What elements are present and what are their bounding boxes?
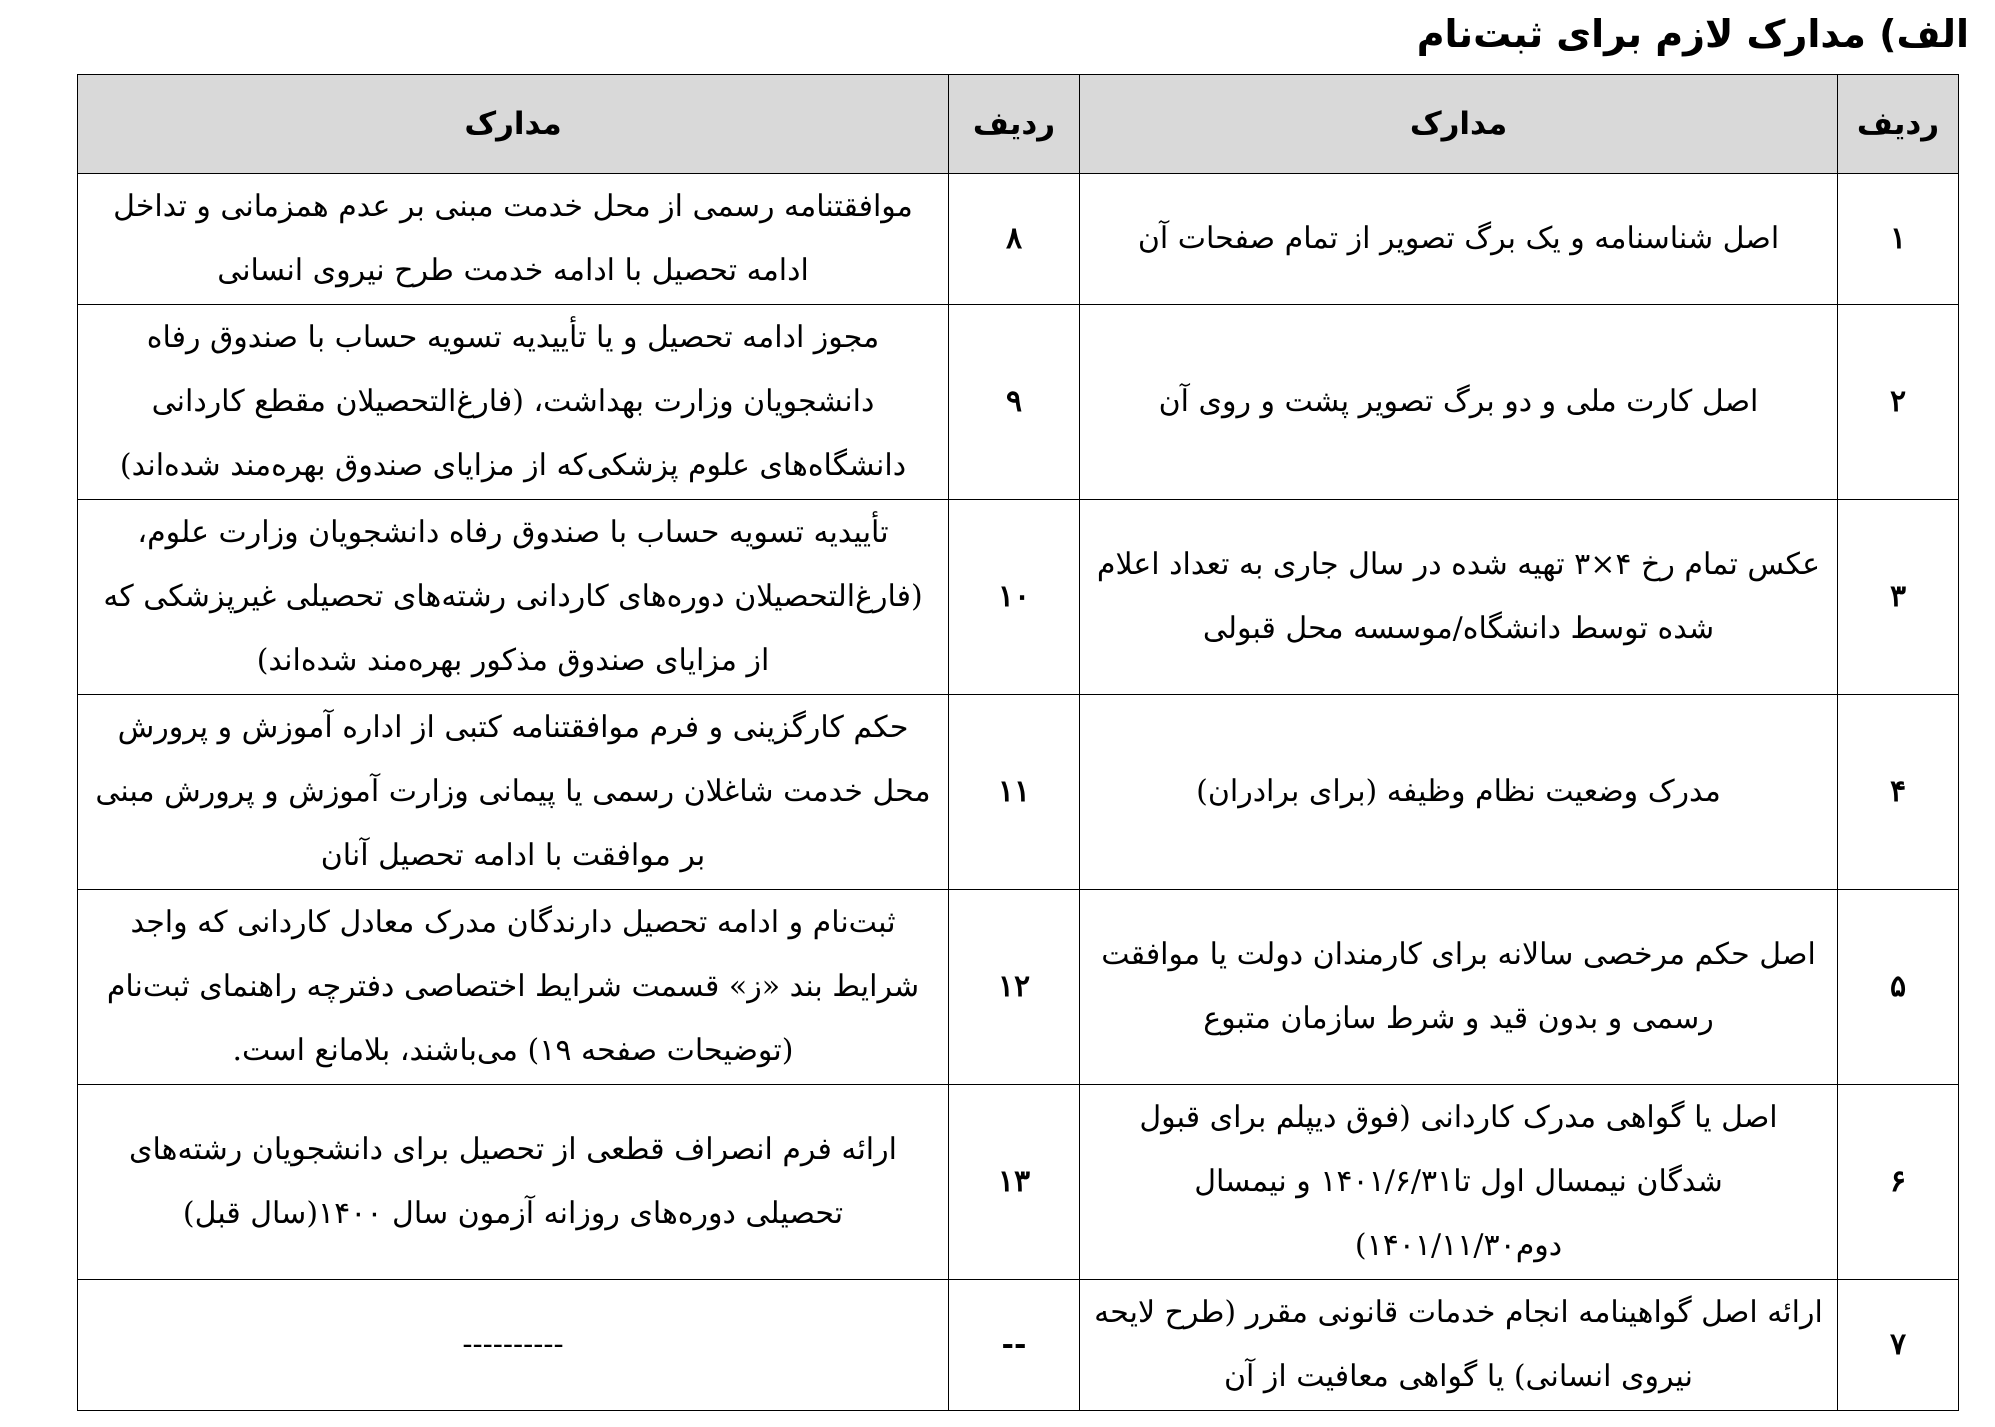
table-row — [78, 174, 1959, 305]
table-row — [78, 890, 1959, 1085]
row-number: ۱ — [1838, 174, 1959, 305]
document-cell: ارائه فرم انصراف قطعی از تحصیل برای دانشجویان رشته‌های تحصیلی دوره‌های روزانه آزمون سال ۱۴۰۰(سال قبل) — [78, 1085, 949, 1280]
document-cell: مجوز ادامه تحصیل و یا تأییدیه تسویه حساب با صندوق رفاه دانشجویان وزارت بهداشت، (فارغ‌التحصیلان مقطع کاردانی دانشگاه‌های علوم پزشکی‌که از مزایای صندوق بهره‌مند شده‌اند) — [78, 305, 949, 500]
document-cell: حکم کارگزینی و فرم موافقتنامه کتبی از اداره آموزش و پرورش محل خدمت شاغلان رسمی یا پیمانی وزارت آموزش و پرورش مبنی بر موافقت با ادامه تحصیل آنان — [78, 695, 949, 890]
documents-table — [77, 74, 1959, 1411]
table-row — [78, 1280, 1959, 1411]
row-number: ۴ — [1838, 695, 1959, 890]
document-cell: عکس تمام رخ ۴×۳ تهیه شده در سال جاری به تعداد اعلام شده توسط دانشگاه/موسسه محل قبولی — [1080, 500, 1838, 695]
row-number: ۱۰ — [949, 500, 1080, 695]
table-row — [78, 305, 1959, 500]
row-number: ۵ — [1838, 890, 1959, 1085]
header-documents: مدارک — [78, 75, 949, 174]
header-documents: مدارک — [1080, 75, 1838, 174]
row-number-empty: -- — [949, 1280, 1080, 1411]
page-title: الف) مدارک لازم برای ثبت‌نام — [1416, 12, 1969, 56]
document-cell: اصل حکم مرخصی سالانه برای کارمندان دولت یا موافقت رسمی و بدون قید و شرط سازمان متبوع — [1080, 890, 1838, 1085]
header-row-number: ردیف — [949, 75, 1080, 174]
row-number: ۳ — [1838, 500, 1959, 695]
table-header-row — [78, 75, 1959, 174]
document-cell: موافقتنامه رسمی از محل خدمت مبنی بر عدم همزمانی و تداخل ادامه تحصیل با ادامه خدمت طرح نیروی انسانی — [78, 174, 949, 305]
table-row — [78, 1085, 1959, 1280]
header-row-number: ردیف — [1838, 75, 1959, 174]
document-cell: ثبت‌نام و ادامه تحصیل دارندگان مدرک معادل کاردانی که واجد شرایط بند «ز» قسمت شرایط اختصاصی دفترچه راهنمای ثبت‌نام (توضیحات صفحه ۱۹) می‌باشند، بلامانع است. — [78, 890, 949, 1085]
row-number: ۶ — [1838, 1085, 1959, 1280]
row-number: ۸ — [949, 174, 1080, 305]
document-cell-empty: ---------- — [78, 1280, 949, 1411]
row-number: ۱۳ — [949, 1085, 1080, 1280]
document-cell: تأییدیه تسویه حساب با صندوق رفاه دانشجویان وزارت علوم، (فارغ‌التحصیلان دوره‌های کاردانی رشته‌های تحصیلی غیرپزشکی که از مزایای صندوق مذکور بهره‌مند شده‌اند) — [78, 500, 949, 695]
document-cell: اصل یا گواهی مدرک کاردانی (فوق دیپلم برای قبول شدگان نیمسال اول تا۱۴۰۱/۶/۳۱ و نیمسال دوم۱۴۰۱/۱۱/۳۰) — [1080, 1085, 1838, 1280]
row-number: ۱۲ — [949, 890, 1080, 1085]
row-number: ۱۱ — [949, 695, 1080, 890]
document-cell: اصل کارت ملی و دو برگ تصویر پشت و روی آن — [1080, 305, 1838, 500]
document-cell: ارائه اصل گواهینامه انجام خدمات قانونی مقرر (طرح لایحه نیروی انسانی) یا گواهی معافیت از آن — [1080, 1280, 1838, 1411]
table-row — [78, 695, 1959, 890]
table-row — [78, 500, 1959, 695]
document-cell: اصل شناسنامه و یک برگ تصویر از تمام صفحات آن — [1080, 174, 1838, 305]
row-number: ۷ — [1838, 1280, 1959, 1411]
row-number: ۹ — [949, 305, 1080, 500]
document-cell: مدرک وضعیت نظام وظیفه (برای برادران) — [1080, 695, 1838, 890]
row-number: ۲ — [1838, 305, 1959, 500]
